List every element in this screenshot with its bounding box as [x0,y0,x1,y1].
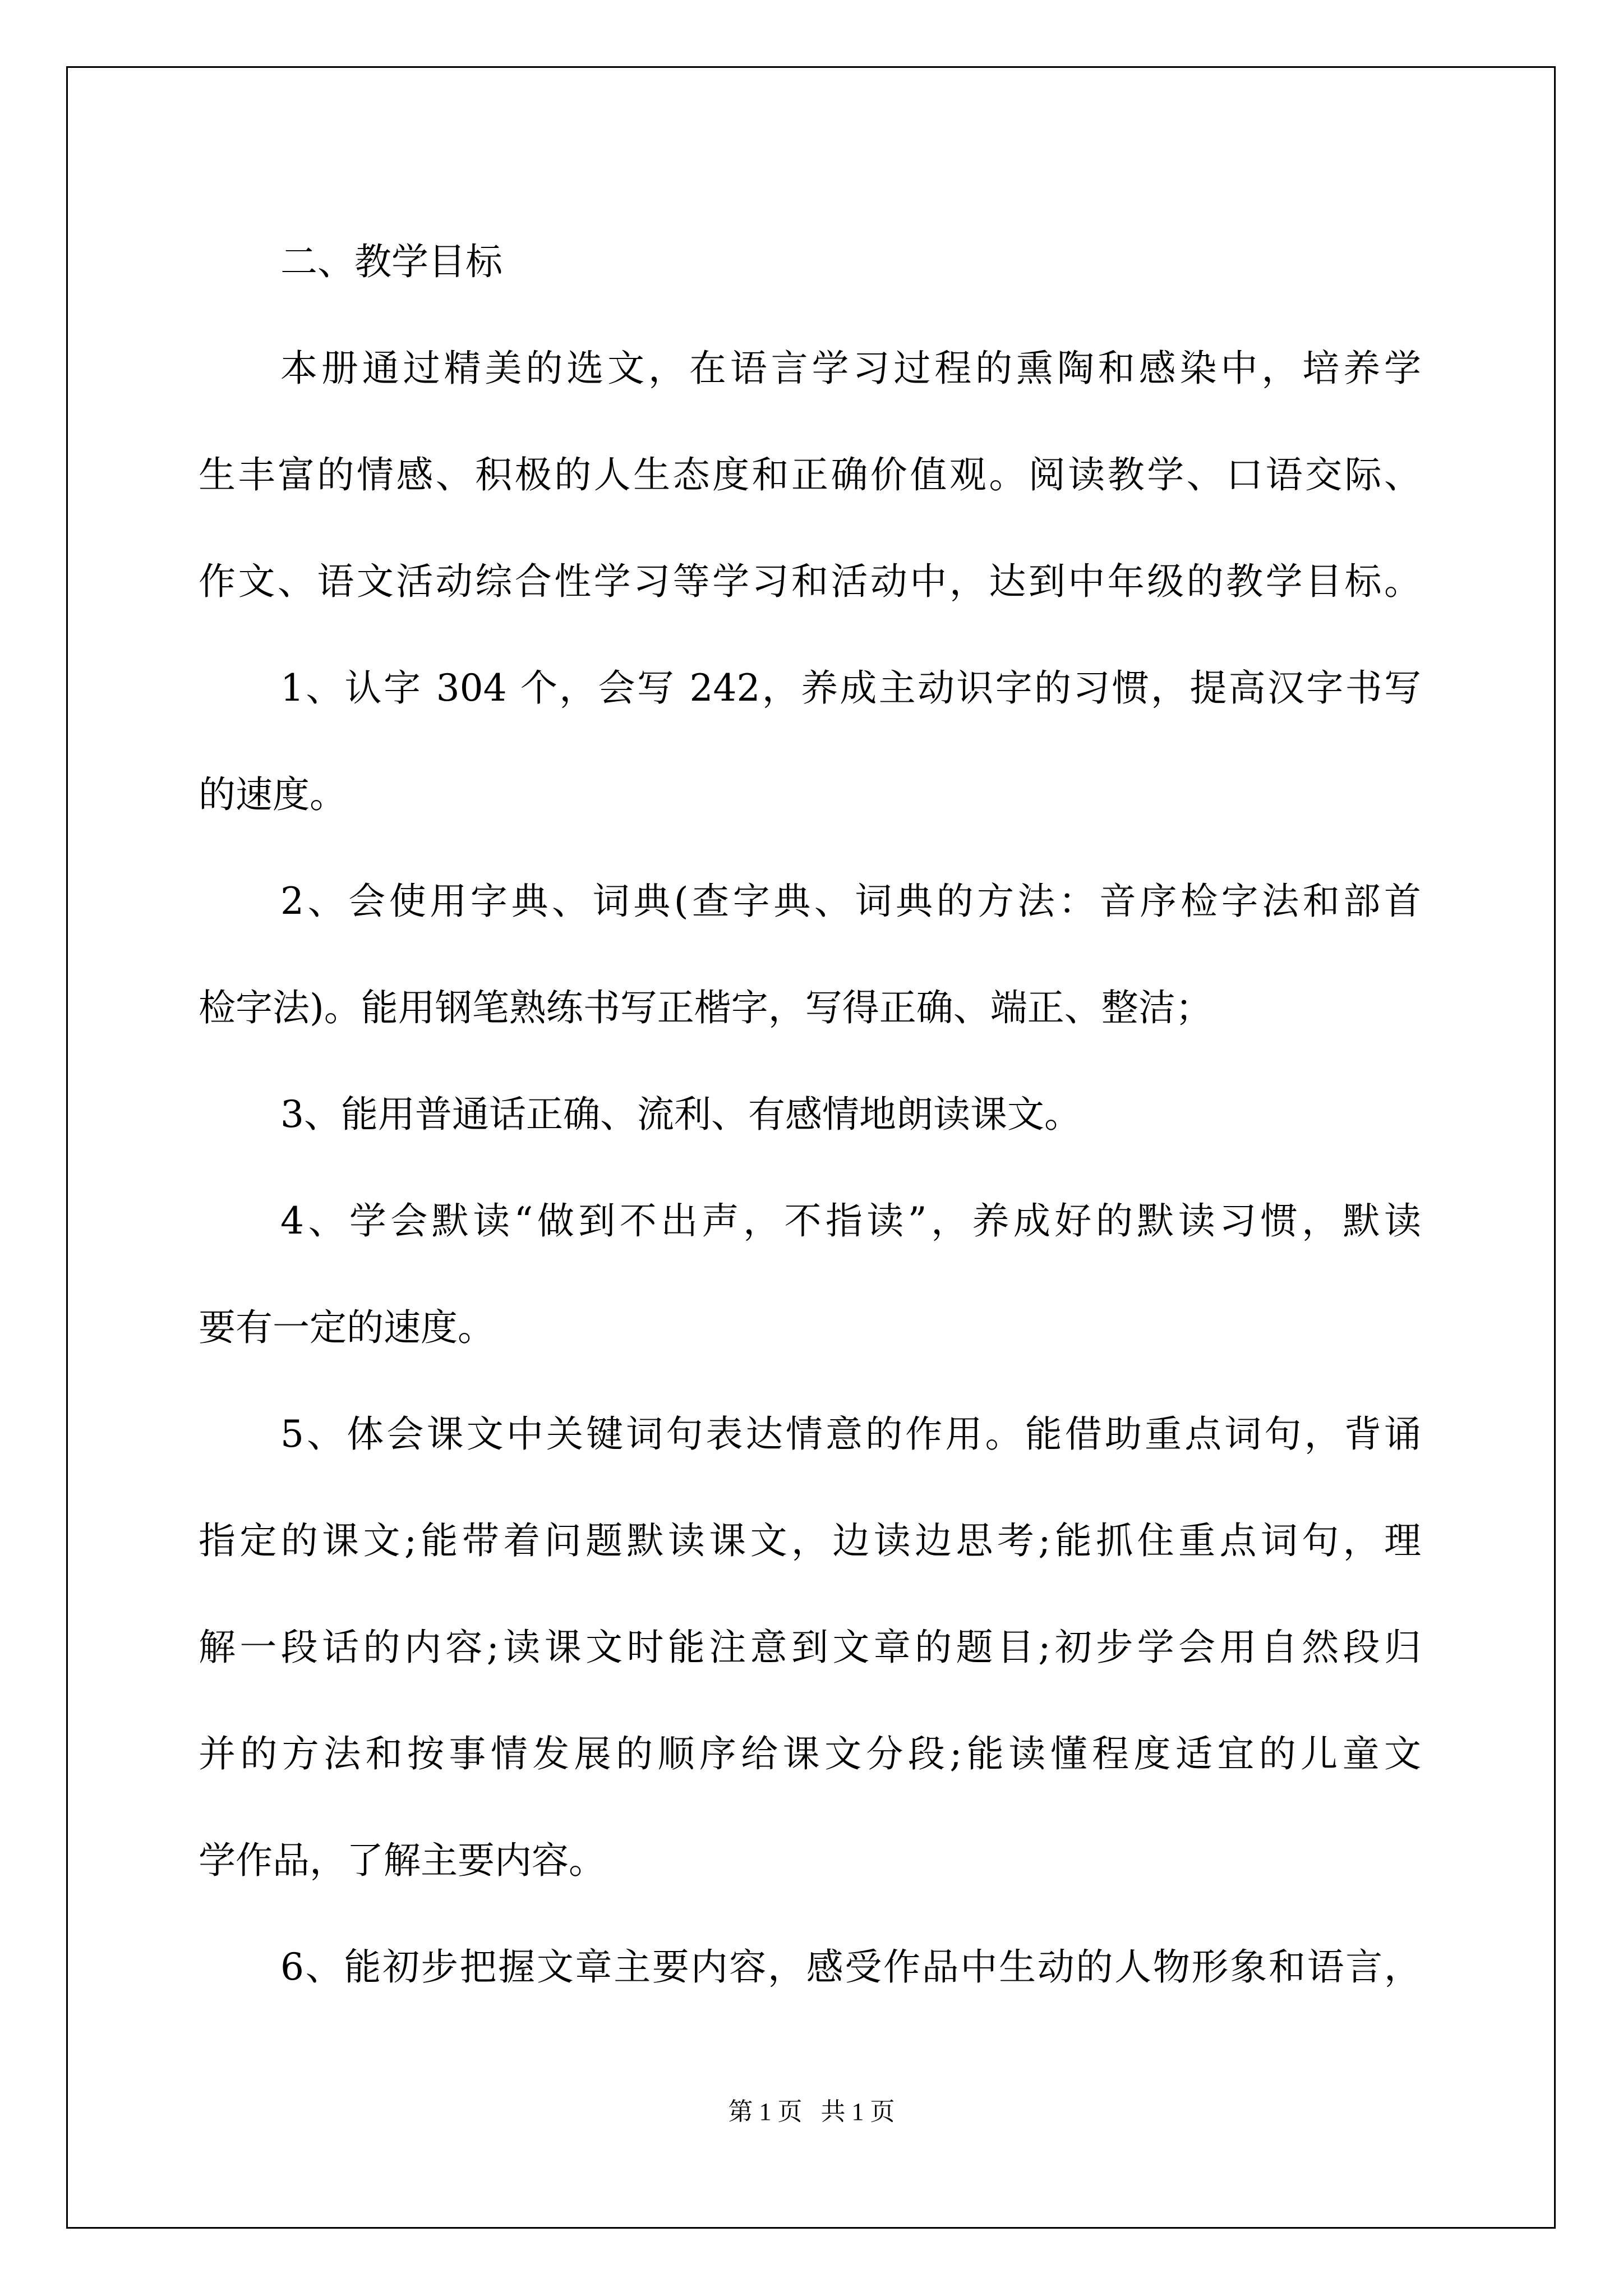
paragraph-line: 解一段话的内容;读课文时能注意到文章的题目;初步学会用自然段归 [199,1626,1421,1669]
paragraph-line: 的速度。 [199,773,347,816]
paragraph-line: 1、认字 304 个，会写 242，养成主动识字的习惯，提高汉字书写 [280,666,1421,710]
paragraph-line: 检字法)。能用钢笔熟练书写正楷字，写得正确、端正、整洁； [199,986,1212,1029]
paragraph-line: 并的方法和按事情发展的顺序给课文分段;能读懂程度适宜的儿童文 [199,1732,1421,1775]
page-total: 共 1 页 [820,2098,895,2125]
paragraph-line: 3、能用普通话正确、流利、有感情地朗读课文。 [280,1093,1081,1136]
paragraph-line: 5、体会课文中关键词句表达情意的作用。能借助重点词句，背诵 [280,1412,1421,1456]
page-number: 第 1 页 [728,2098,803,2125]
paragraph-line: 指定的课文;能带着问题默读课文，边读边思考;能抓住重点词句，理 [199,1519,1421,1562]
paragraph-line: 4、学会默读“做到不出声，不指读”，养成好的默读习惯，默读 [280,1199,1421,1243]
paragraph-line: 6、能初步把握文章主要内容，感受作品中生动的人物形象和语言， [280,1945,1421,1989]
paragraph-line: 要有一定的速度。 [199,1306,495,1349]
page-footer [0,2095,1623,2129]
paragraph-line: 学作品，了解主要内容。 [199,1839,606,1882]
paragraph-line: 本册通过精美的选文，在语言学习过程的熏陶和感染中，培养学 [280,347,1421,390]
paragraph-line: 生丰富的情感、积极的人生态度和正确价值观。阅读教学、口语交际、 [199,453,1421,496]
section-heading: 二、教学目标 [280,240,502,283]
paragraph-line: 2、会使用字典、词典(查字典、词典的方法：音序检字法和部首 [280,880,1421,923]
document-body [199,209,1421,2021]
paragraph-line: 作文、语文活动综合性学习等学习和活动中，达到中年级的教学目标。 [199,560,1421,603]
